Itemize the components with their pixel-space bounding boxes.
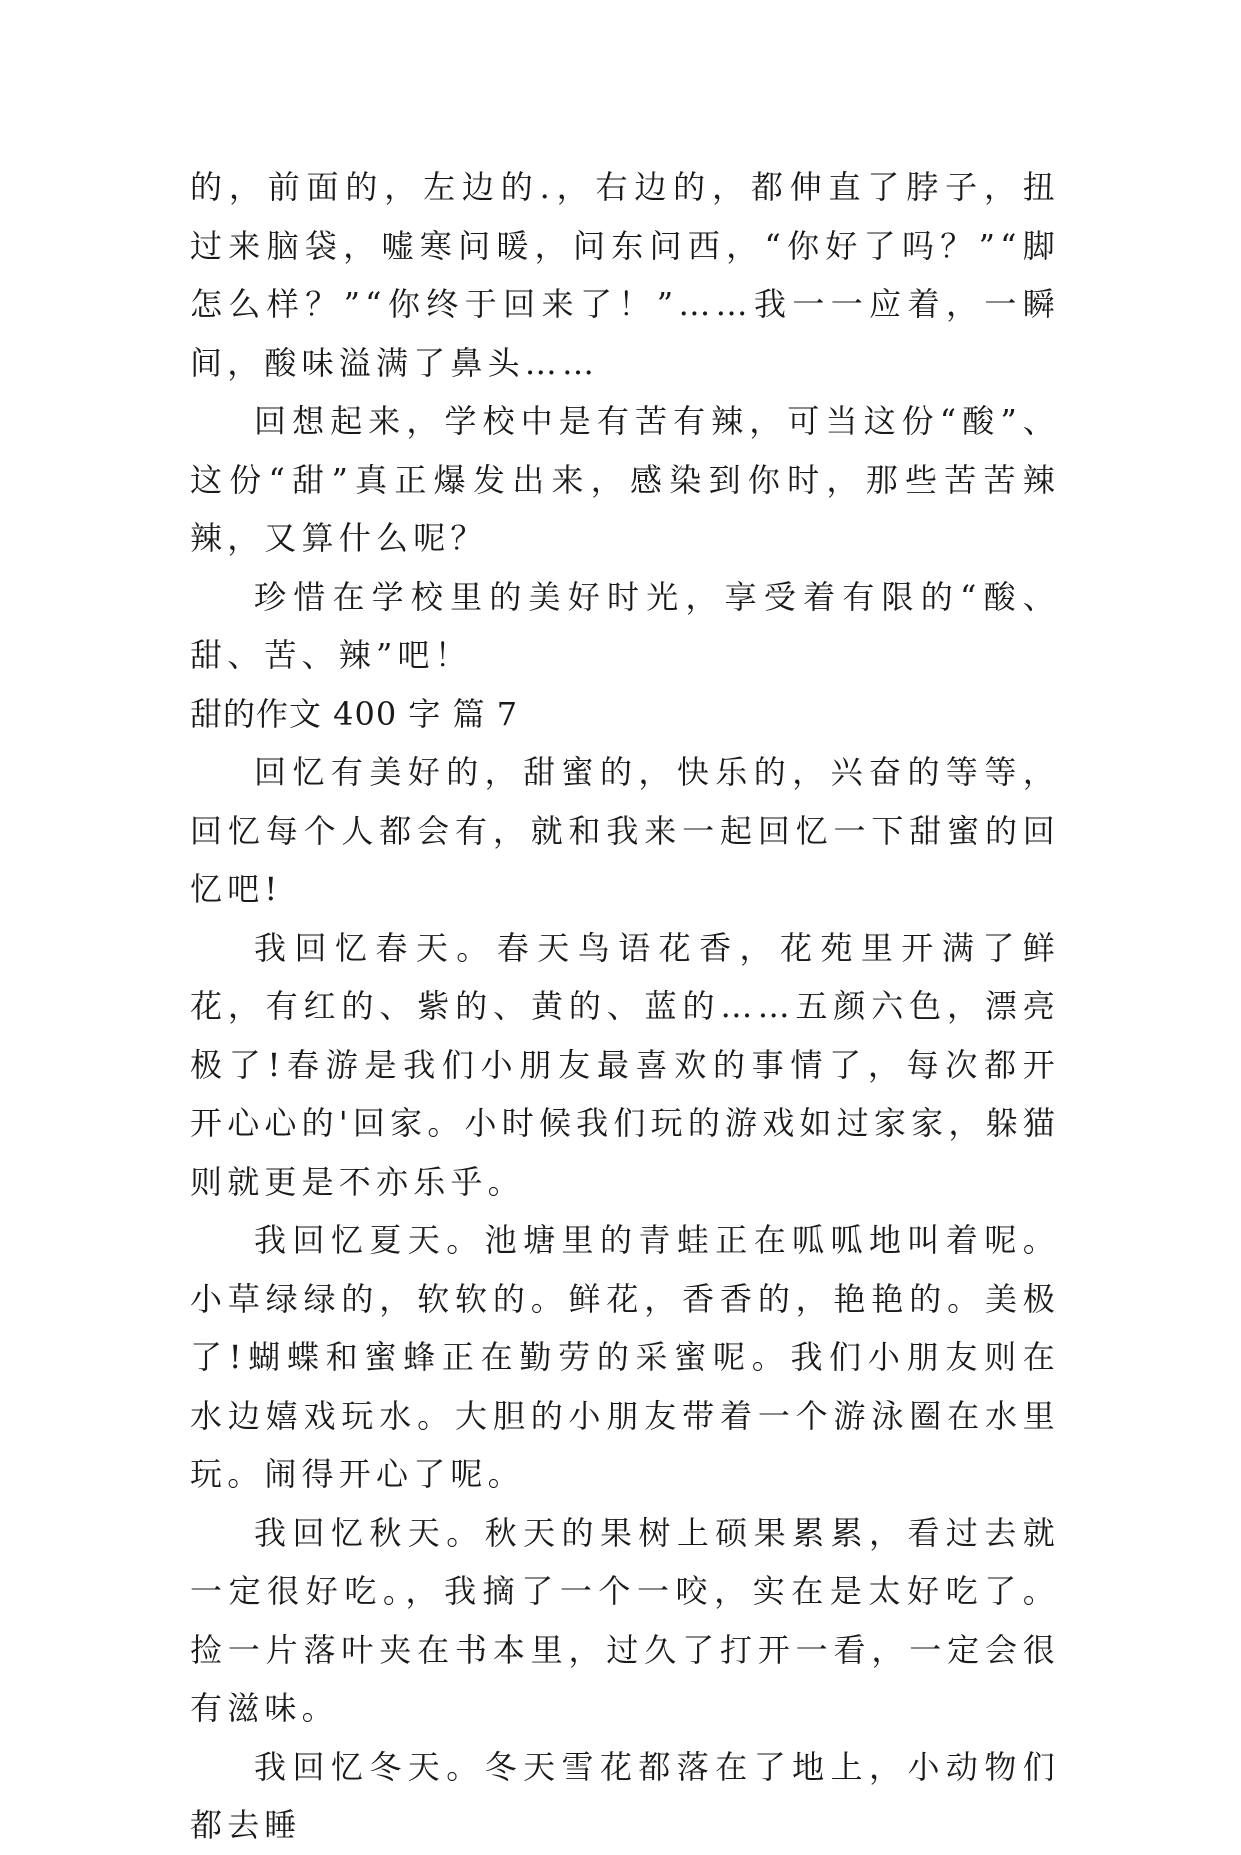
paragraph-3: 珍惜在学校里的美好时光，享受着有限的“酸、甜、苦、辣”吧！ [190,577,1060,674]
paragraph-2: 回想起来，学校中是有苦有辣，可当这份“酸”、这份“甜”真正爆发出来，感染到你时，那些苦苦辣辣，又算什么呢？ [190,402,1060,557]
document-body [190,158,1060,1855]
paragraph-6: 我回忆夏天。池塘里的青蛙正在呱呱地叫着呢。小草绿绿的，软软的。鲜花，香香的，艳艳的。美极了!蝴蝶和蜜蜂正在勤劳的采蜜呢。我们小朋友则在水边嬉戏玩水。大胆的小朋友带着一个游泳圈在水里玩。闹得开心了呢。 [190,1221,1060,1493]
paragraph-1: 的，前面的，左边的.，右边的，都伸直了脖子，扭过来脑袋，嘘寒问暖，问东问西，“你好了吗？”“脚怎么样？”“你终于回来了！”……我一一应着，一瞬间，酸味溢满了鼻头…… [190,168,1060,382]
paragraph-4: 回忆有美好的，甜蜜的，快乐的，兴奋的等等，回忆每个人都会有，就和我来一起回忆一下甜蜜的回忆吧! [190,753,1060,908]
paragraph-8: 我回忆冬天。冬天雪花都落在了地上，小动物们都去睡 [190,1747,1060,1844]
paragraph-5: 我回忆春天。春天鸟语花香，花苑里开满了鲜花，有红的、紫的、黄的、蓝的……五颜六色，漂亮极了!春游是我们小朋友最喜欢的事情了，每次都开开心心的'回家。小时候我们玩的游戏如过家家，躲猫则就更是不亦乐乎。 [190,928,1060,1201]
section-heading: 甜的作文 400 字 篇 7 [190,694,519,733]
paragraph-7: 我回忆秋天。秋天的果树上硕果累累，看过去就一定很好吃。，我摘了一个一咬，实在是太好吃了。捡一片落叶夹在书本里，过久了打开一看，一定会很有滋味。 [190,1513,1060,1727]
